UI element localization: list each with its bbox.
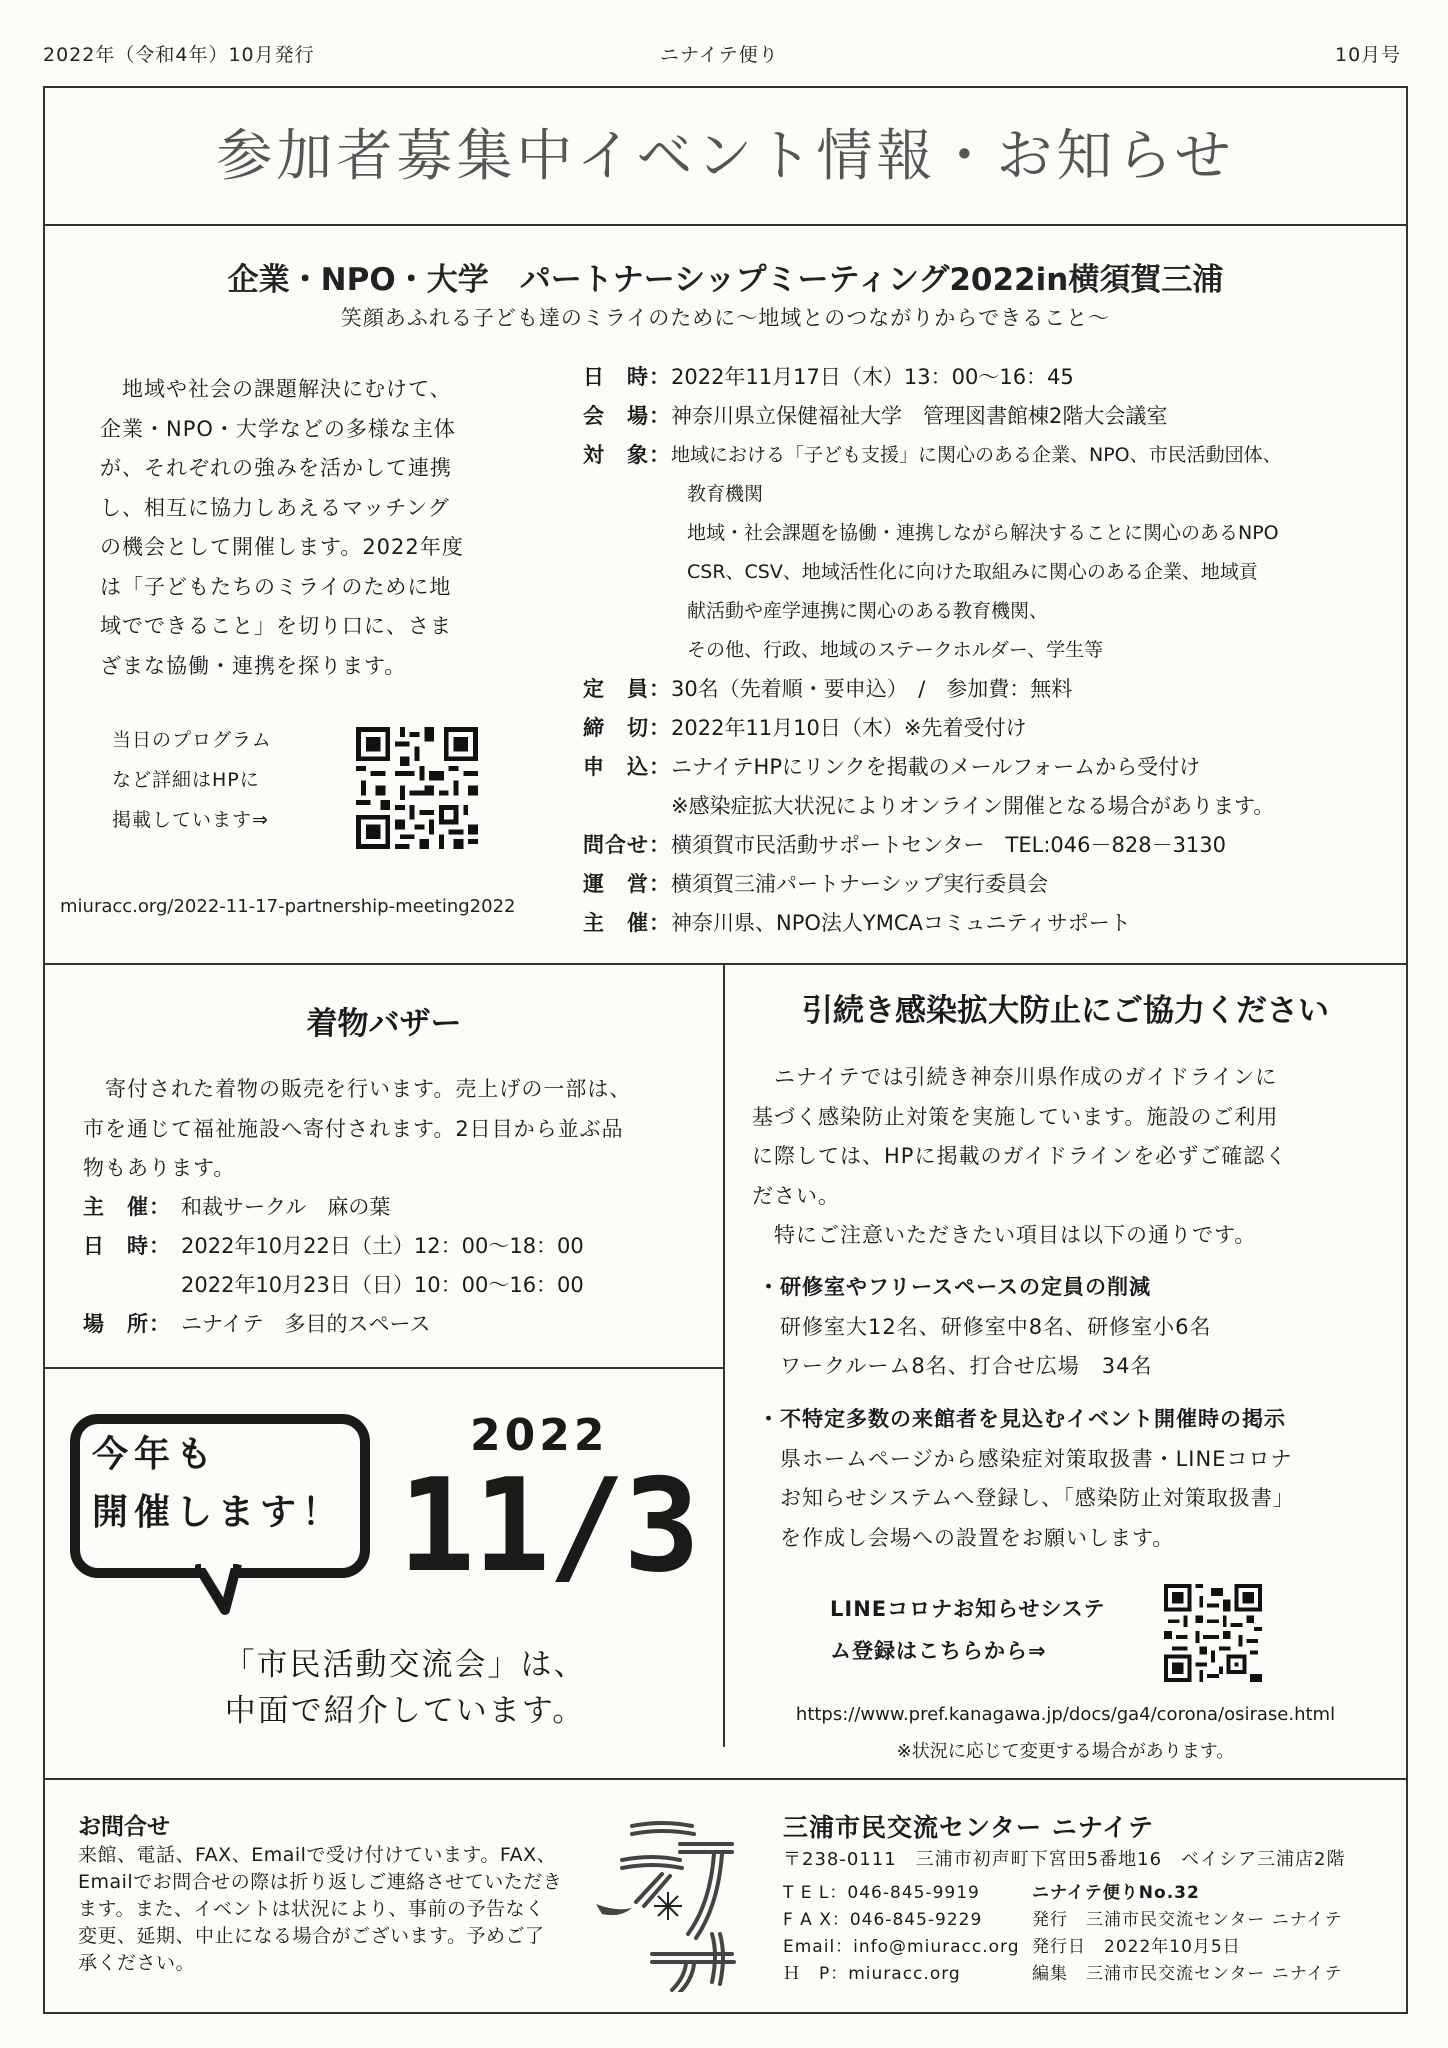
contact-title: お問合せ bbox=[78, 1814, 170, 1840]
kimono-details: 主 催： 和裁サークル 麻の葉 日 時： 2022年10月22日（土）12：00～18：00 2022年10月23日（日）10：00～16：00 場 所： ニナイテ 多目的スペース bbox=[83, 1195, 584, 1336]
event-details: 日 時： 2022年11月17日（木）13：00～16：45 会 場： 神奈川県立保健福祉大学 管理図書館棟2階大会議室 対 象： 地域における「子ども支援」に関心のある企業、NPO、市民活動団体、 教育機関 地域・社会課題を協働・連携しながら解決することに関心のあるNPO CSR、CSV、地域活性化に向けた取組みに関心のある企業、地域貢 献活動や産学連携に関心のある教育機関、 その他、行政、地域のステークホルダー、学生等 定 員： 30名（先着順・要申込） / 参加費：無料 締 切： 2022年11月10日（木）※先着受付け 申 込： ニナイテHPにリンクを掲載のメールフォームから受付け ※感染症拡大状況によりオンライン開催となる場合があります。 問合せ： 横須賀市民活動サポートセンター TEL:046－828－3130 運 営： 横須賀三浦パートナーシップ実行委員会 主 催： 神奈川県、NPO法人YMCAコミュニティサポート bbox=[583, 365, 1282, 935]
promo-tagline: 「市民活動交流会」は、 中面で紹介しています。 bbox=[223, 1647, 587, 1729]
program-note: 当日のプログラム など詳細はHPに 掲載しています⇒ bbox=[112, 729, 272, 831]
contact-body: 来館、電話、FAX、Emailで受け付けています。FAX、Emailでお問合せの際は折り返しご連絡させていただきます。また、イベントは状況により、事前の予告なく変更、延期、中止になる場合がございます。予めご了承ください。 bbox=[78, 1844, 563, 1974]
divider bbox=[45, 1778, 1406, 1780]
qr-code-icon[interactable] bbox=[356, 727, 478, 849]
infection-title: 引続き感染拡大防止にご協力ください bbox=[802, 993, 1329, 1029]
qr-code-icon[interactable] bbox=[1164, 1584, 1262, 1682]
org-contacts: T E L：046-845-9919 F A X：046-845-9229 Email：info@miuracc.org Ｈ P：miuracc.org bbox=[783, 1880, 1020, 1988]
promo-year: 2022 bbox=[470, 1410, 609, 1461]
event-url[interactable]: miuracc.org/2022-11-17-partnership-meeting2022 bbox=[60, 896, 516, 917]
divider bbox=[723, 965, 725, 1747]
event-title: 企業・NPO・大学 パートナーシップミーティング2022in横須賀三浦 bbox=[227, 262, 1224, 298]
kimono-title: 着物バザー bbox=[306, 1006, 462, 1042]
newsletter-name: ニナイテ便り bbox=[660, 44, 779, 66]
speech-bubble-tail-icon bbox=[195, 1564, 255, 1616]
org-name: 三浦市民交流センター ニナイテ bbox=[783, 1813, 1154, 1842]
bubble-text: 今年も 開催します！ bbox=[92, 1434, 345, 1533]
promo-date: 11/3 bbox=[398, 1452, 699, 1601]
infection-bullet-capacity: ・研修室やフリースペースの定員の削減 研修室大12名、研修室中8名、研修室小6名 ワークルーム8名、打合せ広場 34名 bbox=[758, 1275, 1212, 1378]
email-link[interactable]: Email：info@miuracc.org bbox=[783, 1937, 1020, 1957]
org-address: 〒238-0111 三浦市初声町下宮田5番地16 ベイシア三浦店2階 bbox=[783, 1849, 1346, 1870]
event-subtitle: 笑顔あふれる子ども達のミライのために～地域とのつながりからできること～ bbox=[340, 306, 1111, 330]
issue-month: 10月号 bbox=[1335, 44, 1402, 66]
publication-info: ニナイテ便りNo.32 発行 三浦市民交流センター ニナイテ 発行日 2022年10月5日 編集 三浦市民交流センター ニナイテ bbox=[1032, 1883, 1343, 1984]
issue-date: 2022年（令和4年）10月発行 bbox=[43, 44, 315, 66]
divider bbox=[45, 1367, 723, 1369]
line-registration-note: LINEコロナお知らせシステ ム登録はこちらから⇒ bbox=[830, 1597, 1106, 1663]
event-intro: 地域や社会の課題解決にむけて、 企業・NPO・大学などの多様な主体 が、それぞれの強みを活かして連携 し、相互に協力しあえるマッチング の機会として開催します。2022年度 は「子どもたちのミライのために地 域でできること」を切り口に、さま ざまな協働・連携を探ります。 bbox=[100, 377, 464, 678]
divider bbox=[45, 224, 1406, 226]
kimono-body: 寄付された着物の販売を行います。売上げの一部は、 市を通じて福祉施設へ寄付されます。2日目から並ぶ品 物もあります。 bbox=[83, 1077, 632, 1180]
divider bbox=[45, 963, 1406, 965]
ninaite-logo-icon bbox=[592, 1814, 762, 1992]
page-title: 参加者募集中イベント情報・お知らせ bbox=[216, 124, 1235, 189]
infection-bullet-events: ・不特定多数の来館者を見込むイベント開催時の掲示 県ホームページから感染症対策取扱書・LINEコロナ お知らせシステムへ登録し、「感染防止対策取扱書」 を作成し会場への設置をお願いします。 bbox=[758, 1407, 1295, 1550]
change-footnote: ※状況に応じて変更する場合があります。 bbox=[896, 1741, 1235, 1762]
homepage-link[interactable]: Ｈ P：miuracc.org bbox=[783, 1964, 961, 1984]
infection-body: ニナイテでは引続き神奈川県作成のガイドラインに 基づく感染防止対策を実施しています。施設のご利用 に際しては、HPに掲載のガイドラインを必ずご確認く ださい。 特にご注意いただきたい項目は以下の通りです。 bbox=[752, 1065, 1288, 1247]
kanagawa-url[interactable]: https://www.pref.kanagawa.jp/docs/ga4/corona/osirase.html bbox=[795, 1704, 1336, 1725]
